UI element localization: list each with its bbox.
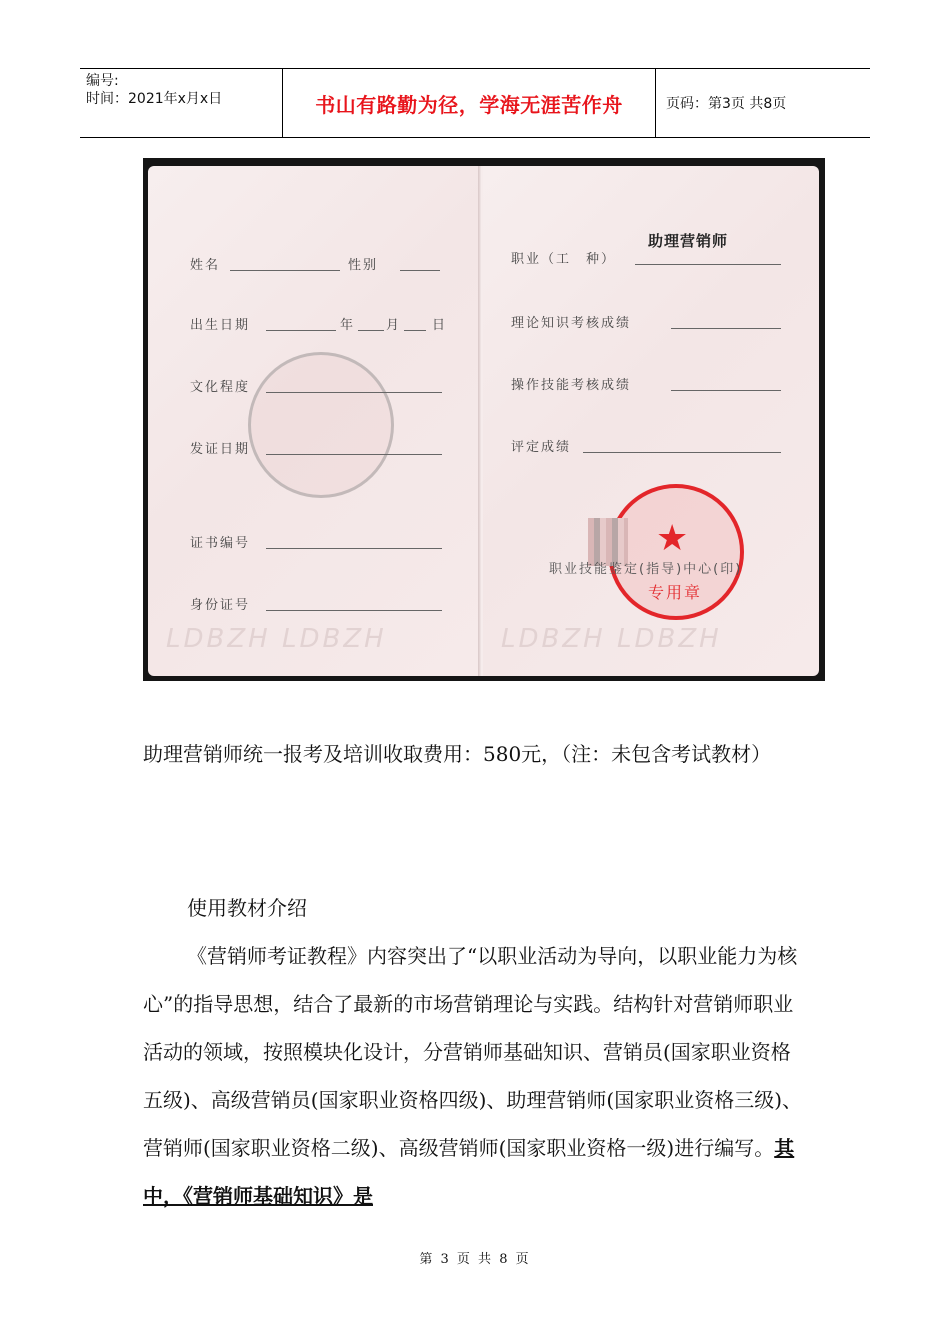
cert-field-theory-score: 理论知识考核成绩 [511,316,632,331]
stamp-text: 专用章 [648,583,703,602]
certificate-right-page [483,166,819,676]
underline [230,270,340,271]
certificate-left-page [148,166,481,676]
header-page-info: 页码：第3页 共8页 [666,96,787,112]
intro-text: 《营销师考证教程》内容突出了“以职业活动为导向，以职业能力为核心”的指导思想，结合了最新的市场营销理论与实践。结构针对营销师职业活动的领域，按照模块化设计，分营销师基础知识、营销员(国家职业资格五级)、高级营销员(国家职业资格四级)、助理营销师(国家职业资格三级)、营销师(国家职业资格二级)、高级营销师(国家职业资格一级)进行编写。 [143,944,803,1160]
cert-field-name: 姓名 [190,258,221,273]
cert-field-occupation: 职业（工 种） [511,252,617,267]
header-slogan: 书山有路勤为径，学海无涯苦作舟 [282,69,656,137]
underline [266,392,442,393]
underline [404,330,426,331]
cert-field-day: 日 [432,318,448,333]
fee-paragraph: 助理营销师统一报考及培训收取费用：580元，（注：未包含考试教材） [143,742,772,766]
cert-field-education: 文化程度 [190,380,251,395]
underline [266,330,336,331]
official-red-stamp [608,484,744,620]
cert-field-final-score: 评定成绩 [511,440,572,455]
occupation-value: 助理营销师 [648,232,729,250]
page-footer: 第 3 页 共 8 页 [419,1252,531,1267]
cert-field-id-number: 身份证号 [190,598,251,613]
number-label: 编号: [86,73,119,89]
cert-field-gender: 性别 [348,258,379,273]
cert-field-issue-date: 发证日期 [190,442,251,457]
stamp-caption: 职业技能鉴定(指导)中心(印) [549,562,743,577]
underline [635,264,781,265]
header-meta [80,69,282,137]
intro-paragraph [143,932,808,1220]
underline [671,390,781,391]
cert-field-birthdate: 出生日期 [190,318,251,333]
certificate-watermark: LDBZH LDBZH [166,624,387,654]
cert-field-month: 月 [386,318,402,333]
intro-highlight: 其中，《营销师基础知识》是 [143,1136,795,1208]
underline [583,452,781,453]
underline [266,454,442,455]
star-icon: ★ [656,518,689,559]
underline [266,548,442,549]
underline [400,270,440,271]
time-label: 时间：2021年x月x日 [86,91,223,107]
cert-field-year: 年 [340,318,356,333]
underline [671,328,781,329]
cert-field-skill-score: 操作技能考核成绩 [511,378,632,393]
underline [358,330,384,331]
document-header [80,68,870,138]
certificate-watermark: LDBZH LDBZH [501,624,722,654]
section-title: 使用教材介绍 [187,896,307,920]
faded-stamp [248,352,394,498]
cert-field-cert-number: 证书编号 [190,536,251,551]
underline [266,610,442,611]
certificate-photo [143,158,825,681]
